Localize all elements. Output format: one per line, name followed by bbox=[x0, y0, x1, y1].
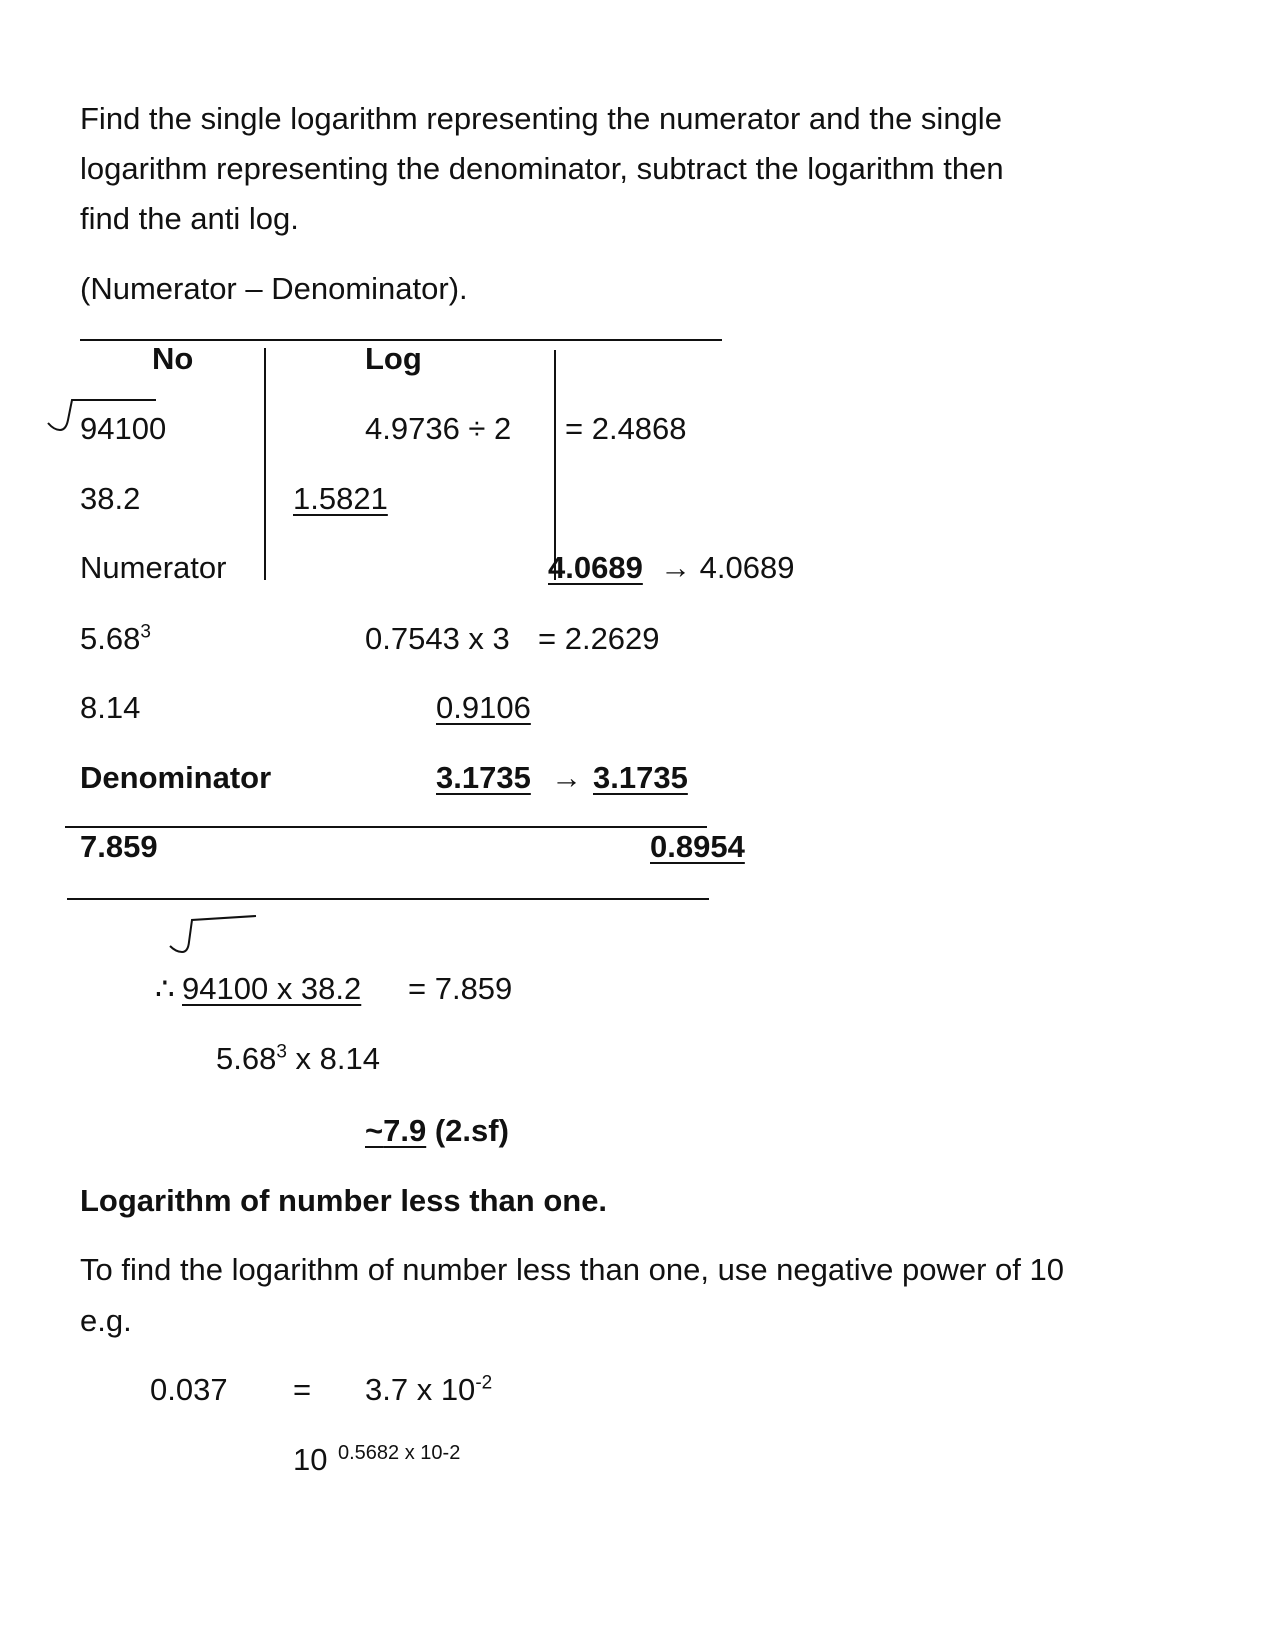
row6-arrow: → bbox=[551, 760, 582, 795]
conclusion-numerator: 94100 x 38.2 bbox=[182, 971, 362, 1006]
intro-line-3: find the anti log. bbox=[80, 201, 299, 236]
conclusion-equals: = 7.859 bbox=[408, 971, 513, 1006]
row1-log: 4.9736 ÷ 2 bbox=[365, 411, 512, 446]
square-root-icon bbox=[168, 912, 260, 956]
row3-label: Numerator bbox=[80, 550, 227, 585]
section-body-line-1: To find the logarithm of number less than one, use negative power of 10 bbox=[80, 1252, 1064, 1287]
row4-log: 0.7543 x 3 bbox=[365, 621, 510, 656]
row2-number: 38.2 bbox=[80, 481, 141, 516]
intro-line-1: Find the single logarithm representing the numerator and the single bbox=[80, 101, 1002, 136]
row3-log: 4.0689 bbox=[548, 550, 643, 585]
row2-log: 1.5821 bbox=[293, 481, 388, 516]
conclusion-approx: ~7.9 (2.sf) bbox=[365, 1113, 509, 1148]
therefore-symbol: ∴ bbox=[155, 971, 175, 1006]
conclusion-denominator: 5.68$^3$ x 8.14 bbox=[216, 1041, 380, 1076]
table-mid-rule bbox=[65, 826, 707, 828]
row6-result: 3.1735 bbox=[593, 760, 688, 795]
row4-number: 5.68$^3$ bbox=[80, 621, 151, 656]
row4-result: = 2.2629 bbox=[538, 621, 660, 656]
table-bottom-rule bbox=[67, 898, 709, 900]
table-divider-right bbox=[554, 350, 556, 580]
table-divider-left bbox=[264, 348, 266, 580]
example-value: 0.037 bbox=[150, 1372, 228, 1407]
row7-log: 0.8954 bbox=[650, 829, 745, 864]
section-heading: Logarithm of number less than one. bbox=[80, 1183, 608, 1218]
row3-arrow-value: → 4.0689 bbox=[660, 550, 795, 585]
row1-number: 94100 bbox=[80, 411, 167, 446]
intro-note: (Numerator – Denominator). bbox=[80, 271, 468, 306]
example-power-exponent: 0.5682 x 10-2 bbox=[338, 1442, 461, 1464]
example-equals: = bbox=[293, 1372, 312, 1407]
row5-number: 8.14 bbox=[80, 690, 141, 725]
row5-log: 0.9106 bbox=[436, 690, 531, 725]
row7-number: 7.859 bbox=[80, 829, 158, 864]
example-power-base: 10 bbox=[293, 1442, 328, 1477]
example-scientific: 3.7 x $10^{-2}$ bbox=[365, 1372, 493, 1407]
row6-log: 3.1735 bbox=[436, 760, 531, 795]
header-log: Log bbox=[365, 341, 422, 376]
section-body-line-2: e.g. bbox=[80, 1303, 132, 1338]
header-no: No bbox=[152, 341, 194, 376]
row6-label: Denominator bbox=[80, 760, 272, 795]
row1-result: = 2.4868 bbox=[565, 411, 687, 446]
intro-line-2: logarithm representing the denominator, subtract the logarithm then bbox=[80, 151, 1004, 186]
